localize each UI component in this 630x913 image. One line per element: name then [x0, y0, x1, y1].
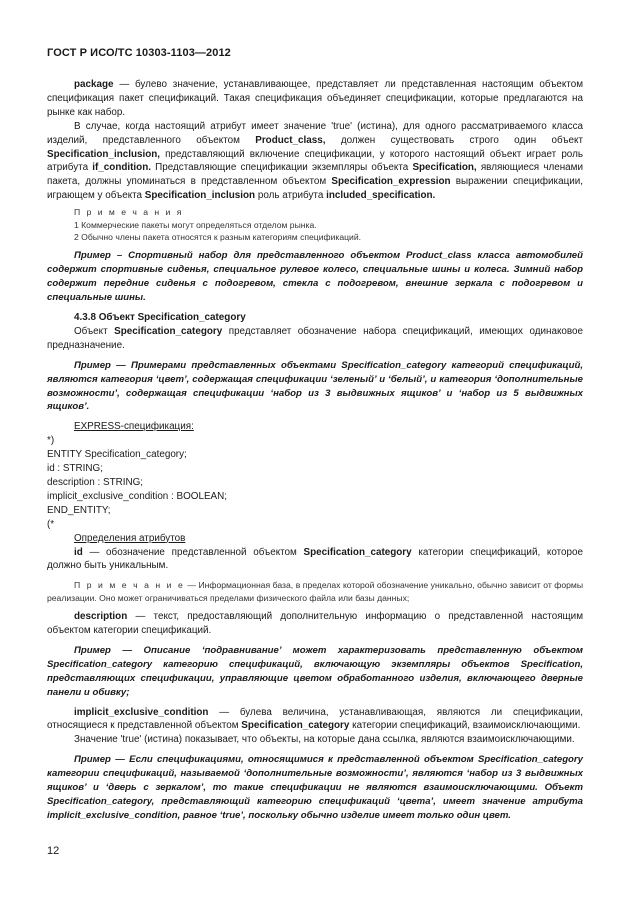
term-implicit-exclusive: implicit_exclusive_condition [74, 706, 209, 718]
term-id: id [74, 546, 83, 558]
code-line: id : STRING; [47, 463, 103, 475]
code-line: END_ENTITY; [47, 504, 111, 516]
term-package: package [74, 79, 114, 90]
code-line: ENTITY Specification_category; [47, 449, 187, 461]
term-description: description [74, 611, 128, 623]
notes-heading: П р и м е ч а н и я [74, 207, 184, 218]
code-line: (* [47, 518, 55, 530]
code-line: implicit_exclusive_condition : BOOLEAN; [47, 490, 228, 502]
paragraph-description: description — текст, предоставляющий дополнительную информацию о представленной настоящим объектом категории спецификаций. [47, 611, 583, 637]
section-heading: 4.3.8 Объект Specification_category [74, 312, 246, 323]
code-line: *) [47, 435, 55, 447]
express-code [47, 434, 583, 531]
example-options: Пример — Если спецификациями, относящимися к представленной объектом Specification_category категории спецификаций, называемой ‘дополнительные возможности’, являются ‘набор из 3 выдвижных ящиков’ и ‘дверь с зеркалом’, то такие спецификации не являются взаимоисключающими. Объект Specification_category, представляющий категорию спецификаций ‘цвета’, имеет значение атрибута implicit_exclusive_condition, равное ‘true’, поскольку обычно изделие имеет только один цвет. [47, 754, 583, 821]
code-line: description : STRING; [47, 476, 144, 488]
page-header: ГОСТ Р ИСО/ТС 10303-1103—2012 [47, 47, 231, 59]
paragraph-true-value: Значение 'true' (истина) показывает, что объекты, на которые дана ссылка, являются взаимоисключающими. [74, 734, 575, 746]
paragraph-id: id — обозначение представленной объектом Specification_category категории спецификаций, которое должно быть уникальным. [47, 546, 583, 572]
page-body [47, 78, 583, 823]
note-2: 2 Обычно члены пакета относятся к разным категориям спецификаций. [74, 231, 362, 242]
paragraph-true-case: В случае, когда настоящий атрибут имеет значение 'true' (истина), для одного рассматриваемого класса изделий, представленного объектом Product_class, должен существовать строго один объект Specification_inclusion, представляющий включение спецификации, у которого настоящий объект играет роль атрибута if_condition. Представляющие спецификации экземпляры объекта Specification, являющиеся членами пакета, должны упоминаться в представленном объектом Specification_expression выражении спецификации, играющем у объекта Specification_inclusion роль атрибута included_specification. [47, 120, 584, 202]
paragraph-implicit-exclusive: implicit_exclusive_condition — булева величина, устанавливающая, являются ли спецификации, относящиеся к представленной объектом Specification_category категории спецификаций, взаимоисключающими. [47, 706, 583, 732]
note-1: 1 Коммерческие пакеты могут определяться отделом рынка. [74, 219, 317, 230]
notes-block [47, 206, 583, 243]
page-number: 12 [47, 845, 60, 857]
example-categories: Пример — Примерами представленных объектами Specification_category категорий спецификаций, являются категория ‘цвет’, содержащая спецификации ‘зеленый’ и ‘белый’, и категория ‘дополнительные возможности’, содержащая спецификации ‘набор из 3 выдвижных ящиков’ и ‘набор из 5 выдвижных ящиков’. [47, 359, 583, 413]
note-id: П р и м е ч а н и е — Информационная база, в пределах которой обозначение уникально, обычно зависит от формы реализации. Оно может ограничиваться пределами физического файла или базы данных; [47, 580, 584, 603]
express-label: EXPRESS-спецификация: [74, 421, 194, 433]
example-sport-package: Пример – Спортивный набор для представленного объектом Product_class класса автомобилей содержит спортивные сиденья, специальное рулевое колесо, специальные шины и колеса. Зимний набор содержит передние сиденья с подогревом, стекла с подогревом, внешние зеркала с подогревом и специальные шины. [47, 250, 583, 304]
paragraph-package: package — булево значение, устанавливающее, представляет ли представленная настоящим объектом спецификация пакет спецификаций. Такая спецификация объединяет спецификации, которые предлагаются на рынке как набор. [47, 79, 583, 118]
attribute-definitions-label: Определения атрибутов [74, 532, 186, 544]
example-trim: Пример — Описание ‘подравнивание’ может характеризовать представленную объектом Specification_category категорию спецификаций, включающую экземпляры объектов Specification, представляющих спецификации, управляющие цветом обработанного изделия, включающего дверные панели и обивку; [47, 644, 583, 698]
paragraph-specification-category: Объект Specification_category представляет обозначение набора спецификаций, имеющих одинаковое предназначение. [47, 325, 583, 351]
